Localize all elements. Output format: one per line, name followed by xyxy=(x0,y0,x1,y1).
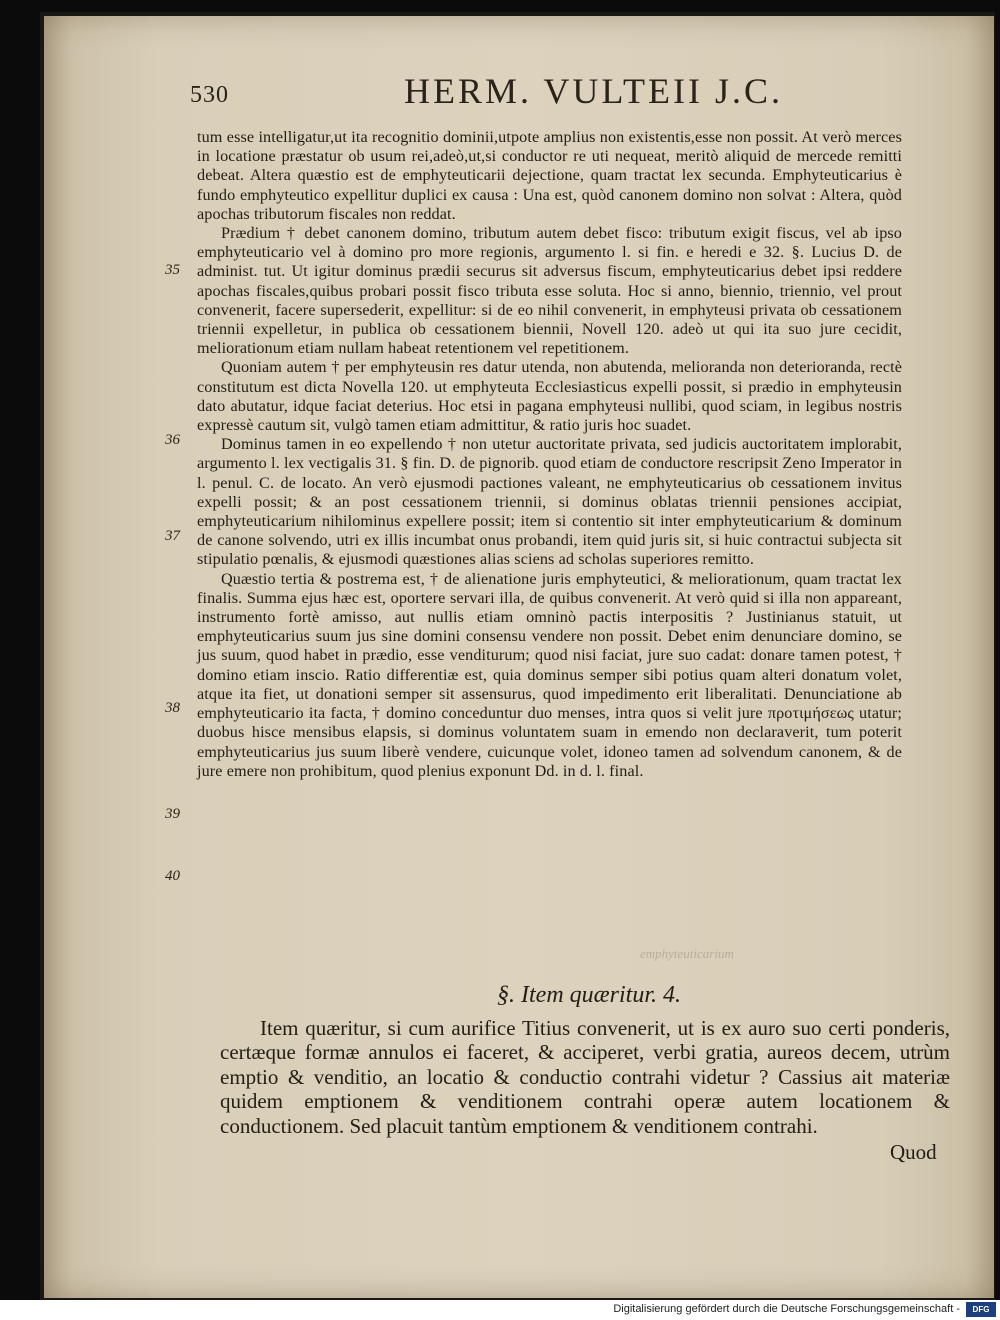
paragraph: Prædium † debet canonem domino, tributum autem debet fisco: tributum exigit fiscus, vel ab ipso emphyteuticario vel à domino pro more regionis, argumento l. si fin. e heredi e 32. §. Lucius D. de administ. tut. Ut igitur dominus prædii securus sit adversus fiscum, emphyteuticarius debet ipsi reddere apochas fiscales,quibus probari possit fisco tributa esse soluta. Hoc si anno, biennio, triennio, vel prout convenerit, facere supersederit, expellitur: si de eo nihil convenerit, in emphyteusi privata ob cessationem triennii expelletur, in publica ob cessationem biennii, Novell 120. adeò ut qui ita suo jure cecidit, meliorationum etiam nullam habeat retentionem vel repetitionem. xyxy=(197,224,902,358)
body-text xyxy=(197,128,902,781)
bleed-through-text: emphyteuticarium xyxy=(640,946,734,961)
section-heading: §. Item quæritur. 4. xyxy=(497,982,682,1008)
paragraph: Dominus tamen in eo expellendo † non utetur auctoritate privata, sed judicis auctoritatem implorabit, argumento l. lex vectigalis 31. § fin. D. de pignorib. quod etiam de conductore rescripsit Zeno Imperator in l. penul. C. de locato. An verò ejusmodi pactiones valeant, ne emphyteuticarius ob cessationem invitus expelli possit; & an post cessationem triennii, si dominus oblatas triennii pensiones accipiat, emphyteuticarium nihilominus expellere possit; item si contentio sit inter emphyteuticarium & dominum de canone solvendo, utri ex illis incumbat onus probandi, item quid juris sit, si huic contractui subjecta sit stipulatio pœnalis, & ejusmodi quæstiones alias sciens ad scholas superiores remitto. xyxy=(197,435,902,569)
paragraph: tum esse intelligatur,ut ita recognitio dominii,utpote amplius non existentis,esse non possit. At verò merces in locatione præstatur ob usum rei,adeò,ut,si conductor re uti nequeat, meritò aliquid de mercede remitti debeat. Altera quæstio est de emphyteuticarii dejectione, quam tractat lex secunda. Emphyteuticarius è fundo emphyteutico expellitur duplici ex causa : Una est, quòd canonem domino non solvat : Altera, quòd apochas tributorum fiscales non reddat. xyxy=(197,128,902,223)
footer-bar xyxy=(0,1300,1000,1320)
running-title: HERM. VULTEII J.C. xyxy=(404,71,784,111)
dfg-logo: DFG xyxy=(966,1302,996,1317)
paragraph: Quoniam autem † per emphyteusin res datur utenda, non abutenda, melioranda non deterioranda, rectè constitutum est dicta Novella 120. ut emphyteuta Ecclesiasticus expelli possit, si prædio in emphyteusin dato abutatur, idque faciat deterius. Hoc etsi in pagana emphyteusi nullibi, quod sciam, in legibus nostris expressè cautum sit, vulgò tamen etiam admittitur, & ratio juris hoc suadet. xyxy=(197,358,902,435)
paragraph: Item quæritur, si cum aurifice Titius convenerit, ut is ex auro suo certi ponderis, certæque formæ annulos ei faceret, & acciperet, verbi gratia, aureos decem, utrùm emptio & venditio, an locatio & conductio contrahi videtur ? Cassius ait materiæ quidem emptionem & venditionem contrahi operæ autem locationem & conductionem. Sed placuit tantùm emptionem & venditionem contrahi. xyxy=(220,1016,950,1138)
margin-number: 39 xyxy=(165,806,180,822)
page-header xyxy=(190,70,840,120)
paragraph: Quæstio tertia & postrema est, † de alienatione juris emphyteutici, & meliorationum, quam tractat lex finalis. Summa ejus hæc est, oportere servari illa, de quibus convenerit. At verò quid si illa non appareant, instrumento fortè amisso, aut nullis etiam omninò pactis interpositis ? Justinianus statuit, ut emphyteuticarius suum jus sine domini consensu vendere non possit. Debet enim denunciare domino, se jus suum, quod habet in prædio, esse venditurum; quod nisi faciat, jure suo cadat: donare tamen potest, † domino etiam inscio. Ratio differentiæ est, quia dominus semper sibi potius quam alteri donatum volet, atque ita fiet, ut donationi semper sit assensurus, quod impedimento erit liberalitati. Denunciatione ab emphyteuticario ita facta, † domino conceduntur duo menses, intra quos si velit jure προτιμήσεως utatur; duobus hisce mensibus elapsis, si dominus voluntatem suam in emendo non declaraverit, tum poterit emphyteuticarius jus suum liberè vendere, cuicunque volet, idoneo tamen ad solvendum canonem, & de jure emere non prohibitum, quod plenius exponunt Dd. in d. l. final. xyxy=(197,569,902,780)
margin-number: 37 xyxy=(165,528,180,544)
margin-number: 40 xyxy=(165,868,180,884)
margin-number: 38 xyxy=(165,700,180,716)
large-text-block xyxy=(220,1016,950,1138)
page-number: 530 xyxy=(190,82,229,108)
catchword: Quod xyxy=(890,1140,937,1164)
margin-number: 36 xyxy=(165,432,180,448)
margin-number: 35 xyxy=(165,262,180,278)
funding-credit: Digitalisierung gefördert durch die Deutsche Forschungsgemeinschaft - xyxy=(613,1303,960,1315)
